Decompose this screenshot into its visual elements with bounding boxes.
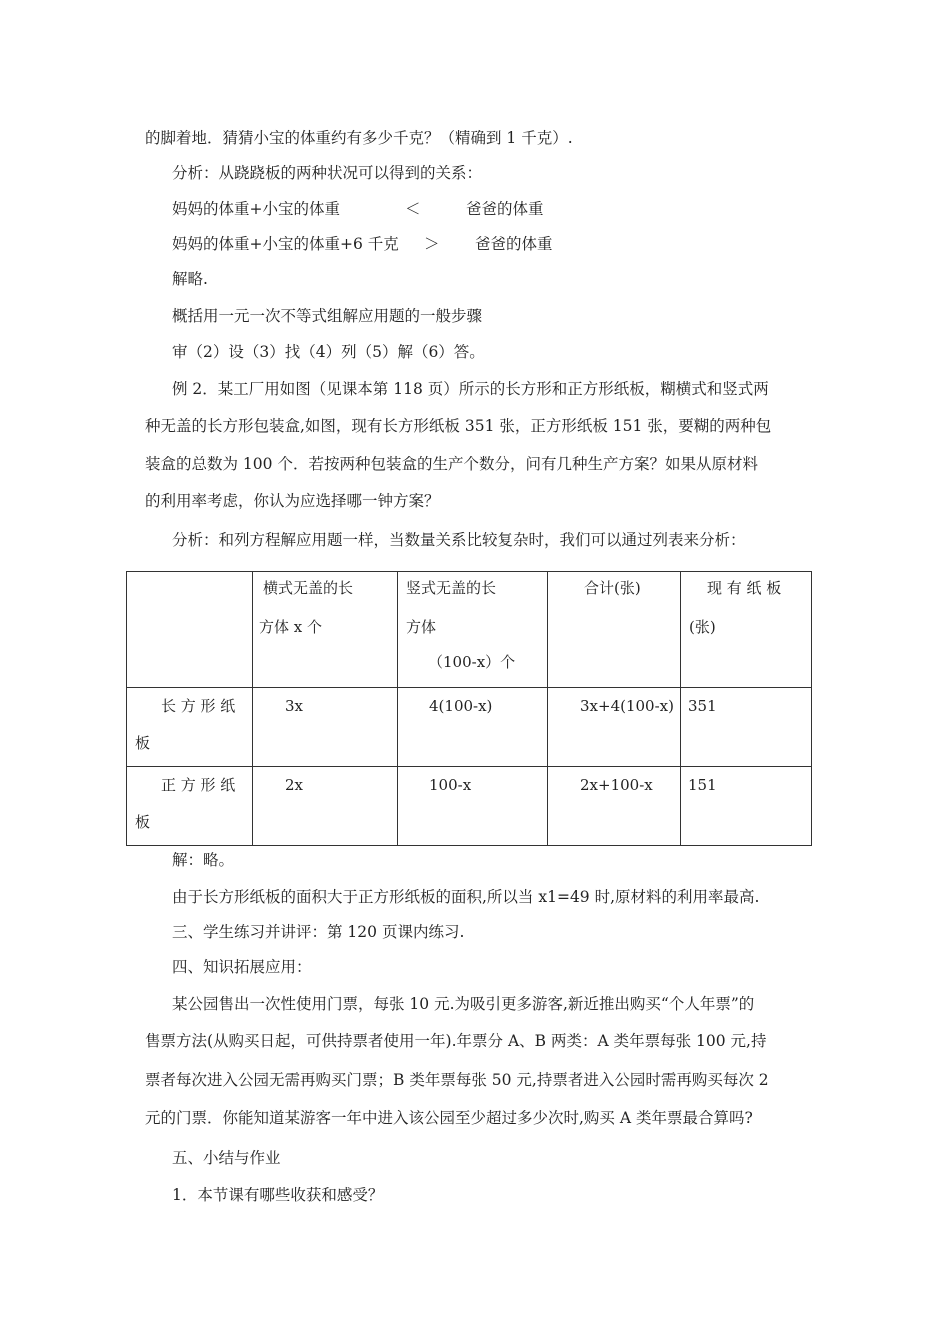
header-horizontal-line1: 横式无盖的长 (263, 579, 354, 597)
row1-available-value: 351 (688, 697, 717, 715)
row2-horizontal-cell (253, 767, 398, 846)
header-available-line2: (张) (689, 618, 716, 636)
paragraph-11: 解：略。 (172, 851, 235, 869)
header-cell-total (548, 572, 681, 688)
row1-label-line1: 长 方 形 纸 (161, 697, 236, 715)
paragraph-13: 三、学生练习并讲评：第 120 页课内练习. (172, 923, 465, 941)
paragraph-1: 的脚着地．猜猜小宝的体重约有多少千克？（精确到 1 千克）. (145, 129, 573, 147)
paragraph-7: 种无盖的长方形包装盒,如图，现有长方形纸板 351 张，正方形纸板 151 张，要糊的两种包 (145, 417, 772, 435)
relation-2-left: 妈妈的体重+小宝的体重+6 千克 (172, 235, 399, 253)
header-total: 合计(张) (584, 579, 641, 597)
paragraph-14: 四、知识拓展应用： (172, 958, 312, 976)
row2-total-value: 2x+100-x (580, 776, 653, 794)
paragraph-17: 票者每次进入公园无需再购买门票；B 类年票每张 50 元,持票者进入公园时需再购买每次 2 (145, 1071, 769, 1089)
row1-total-value: 3x+4(100-x) (580, 697, 674, 715)
row2-available-value: 151 (688, 776, 717, 794)
paragraph-4: 概括用一元一次不等式组解应用题的一般步骤 (172, 307, 483, 325)
paragraph-20: 1．本节课有哪些收获和感受？ (172, 1186, 384, 1204)
table-row (127, 767, 812, 846)
header-vertical-line3: （100-x）个 (428, 653, 516, 671)
header-vertical-line2: 方体 (406, 618, 437, 636)
paragraph-6: 例 2．某工厂用如图（见课本第 118 页）所示的长方形和正方形纸板，糊横式和竖式两 (172, 380, 769, 398)
section-heading-summary: 五、小结与作业 (172, 1149, 281, 1167)
header-vertical-line1: 竖式无盖的长 (406, 579, 497, 597)
paragraph-5: 审（2）设（3）找（4）列（5）解（6）答。 (172, 343, 485, 361)
row1-label-cell (127, 688, 253, 767)
relation-1-left: 妈妈的体重+小宝的体重 (172, 200, 340, 218)
paragraph-16: 售票方法(从购买日起，可供持票者使用一年).年票分 A、B 两类：A 类年票每张 100 元,持 (145, 1032, 767, 1050)
row2-vertical-cell (398, 767, 548, 846)
header-available-line1: 现 有 纸 板 (707, 579, 782, 597)
paragraph-2: 分析：从跷跷板的两种状况可以得到的关系： (172, 164, 483, 182)
header-cell-horizontal (253, 572, 398, 688)
relation-2-right: 爸爸的体重 (475, 235, 553, 253)
row2-vertical-value: 100-x (429, 776, 472, 794)
row1-available-cell (681, 688, 812, 767)
paragraph-10: 分析：和列方程解应用题一样，当数量关系比较复杂时，我们可以通过列表来分析： (172, 531, 746, 549)
table-header-row (127, 572, 812, 688)
row1-horizontal-value: 3x (285, 697, 304, 715)
row2-available-cell (681, 767, 812, 846)
row2-horizontal-value: 2x (285, 776, 304, 794)
header-cell-vertical (398, 572, 548, 688)
row2-label-line2: 板 (135, 813, 151, 831)
paragraph-15: 某公园售出一次性使用门票，每张 10 元.为吸引更多游客,新近推出购买“个人年票”的 (172, 995, 755, 1013)
paragraph-12: 由于长方形纸板的面积大于正方形纸板的面积,所以当 x1=49 时,原材料的利用率最高. (172, 888, 760, 906)
relation-2-symbol: ＞ (424, 235, 440, 253)
row2-label-line1: 正 方 形 纸 (161, 776, 236, 794)
header-cell-available (681, 572, 812, 688)
header-horizontal-line2: 方体 x 个 (259, 618, 322, 636)
paragraph-8: 装盒的总数为 100 个．若按两种包装盒的生产个数分，问有几种生产方案？如果从原材料 (145, 455, 758, 473)
row1-total-cell (548, 688, 681, 767)
row2-total-cell (548, 767, 681, 846)
row1-vertical-value: 4(100-x) (429, 697, 493, 715)
paragraph-9: 的利用率考虑，你认为应选择哪一钟方案？ (145, 492, 440, 510)
analysis-table (126, 571, 812, 846)
paragraph-18: 元的门票．你能知道某游客一年中进入该公园至少超过多少次时,购买 A 类年票最合算吗? (145, 1109, 753, 1127)
relation-1-symbol: ＜ (405, 200, 421, 218)
table-corner-cell (127, 572, 253, 688)
relation-1-right: 爸爸的体重 (466, 200, 544, 218)
table-row (127, 688, 812, 767)
row1-horizontal-cell (253, 688, 398, 767)
paragraph-3: 解略. (172, 270, 208, 288)
row1-vertical-cell (398, 688, 548, 767)
row2-label-cell (127, 767, 253, 846)
row1-label-line2: 板 (135, 734, 151, 752)
